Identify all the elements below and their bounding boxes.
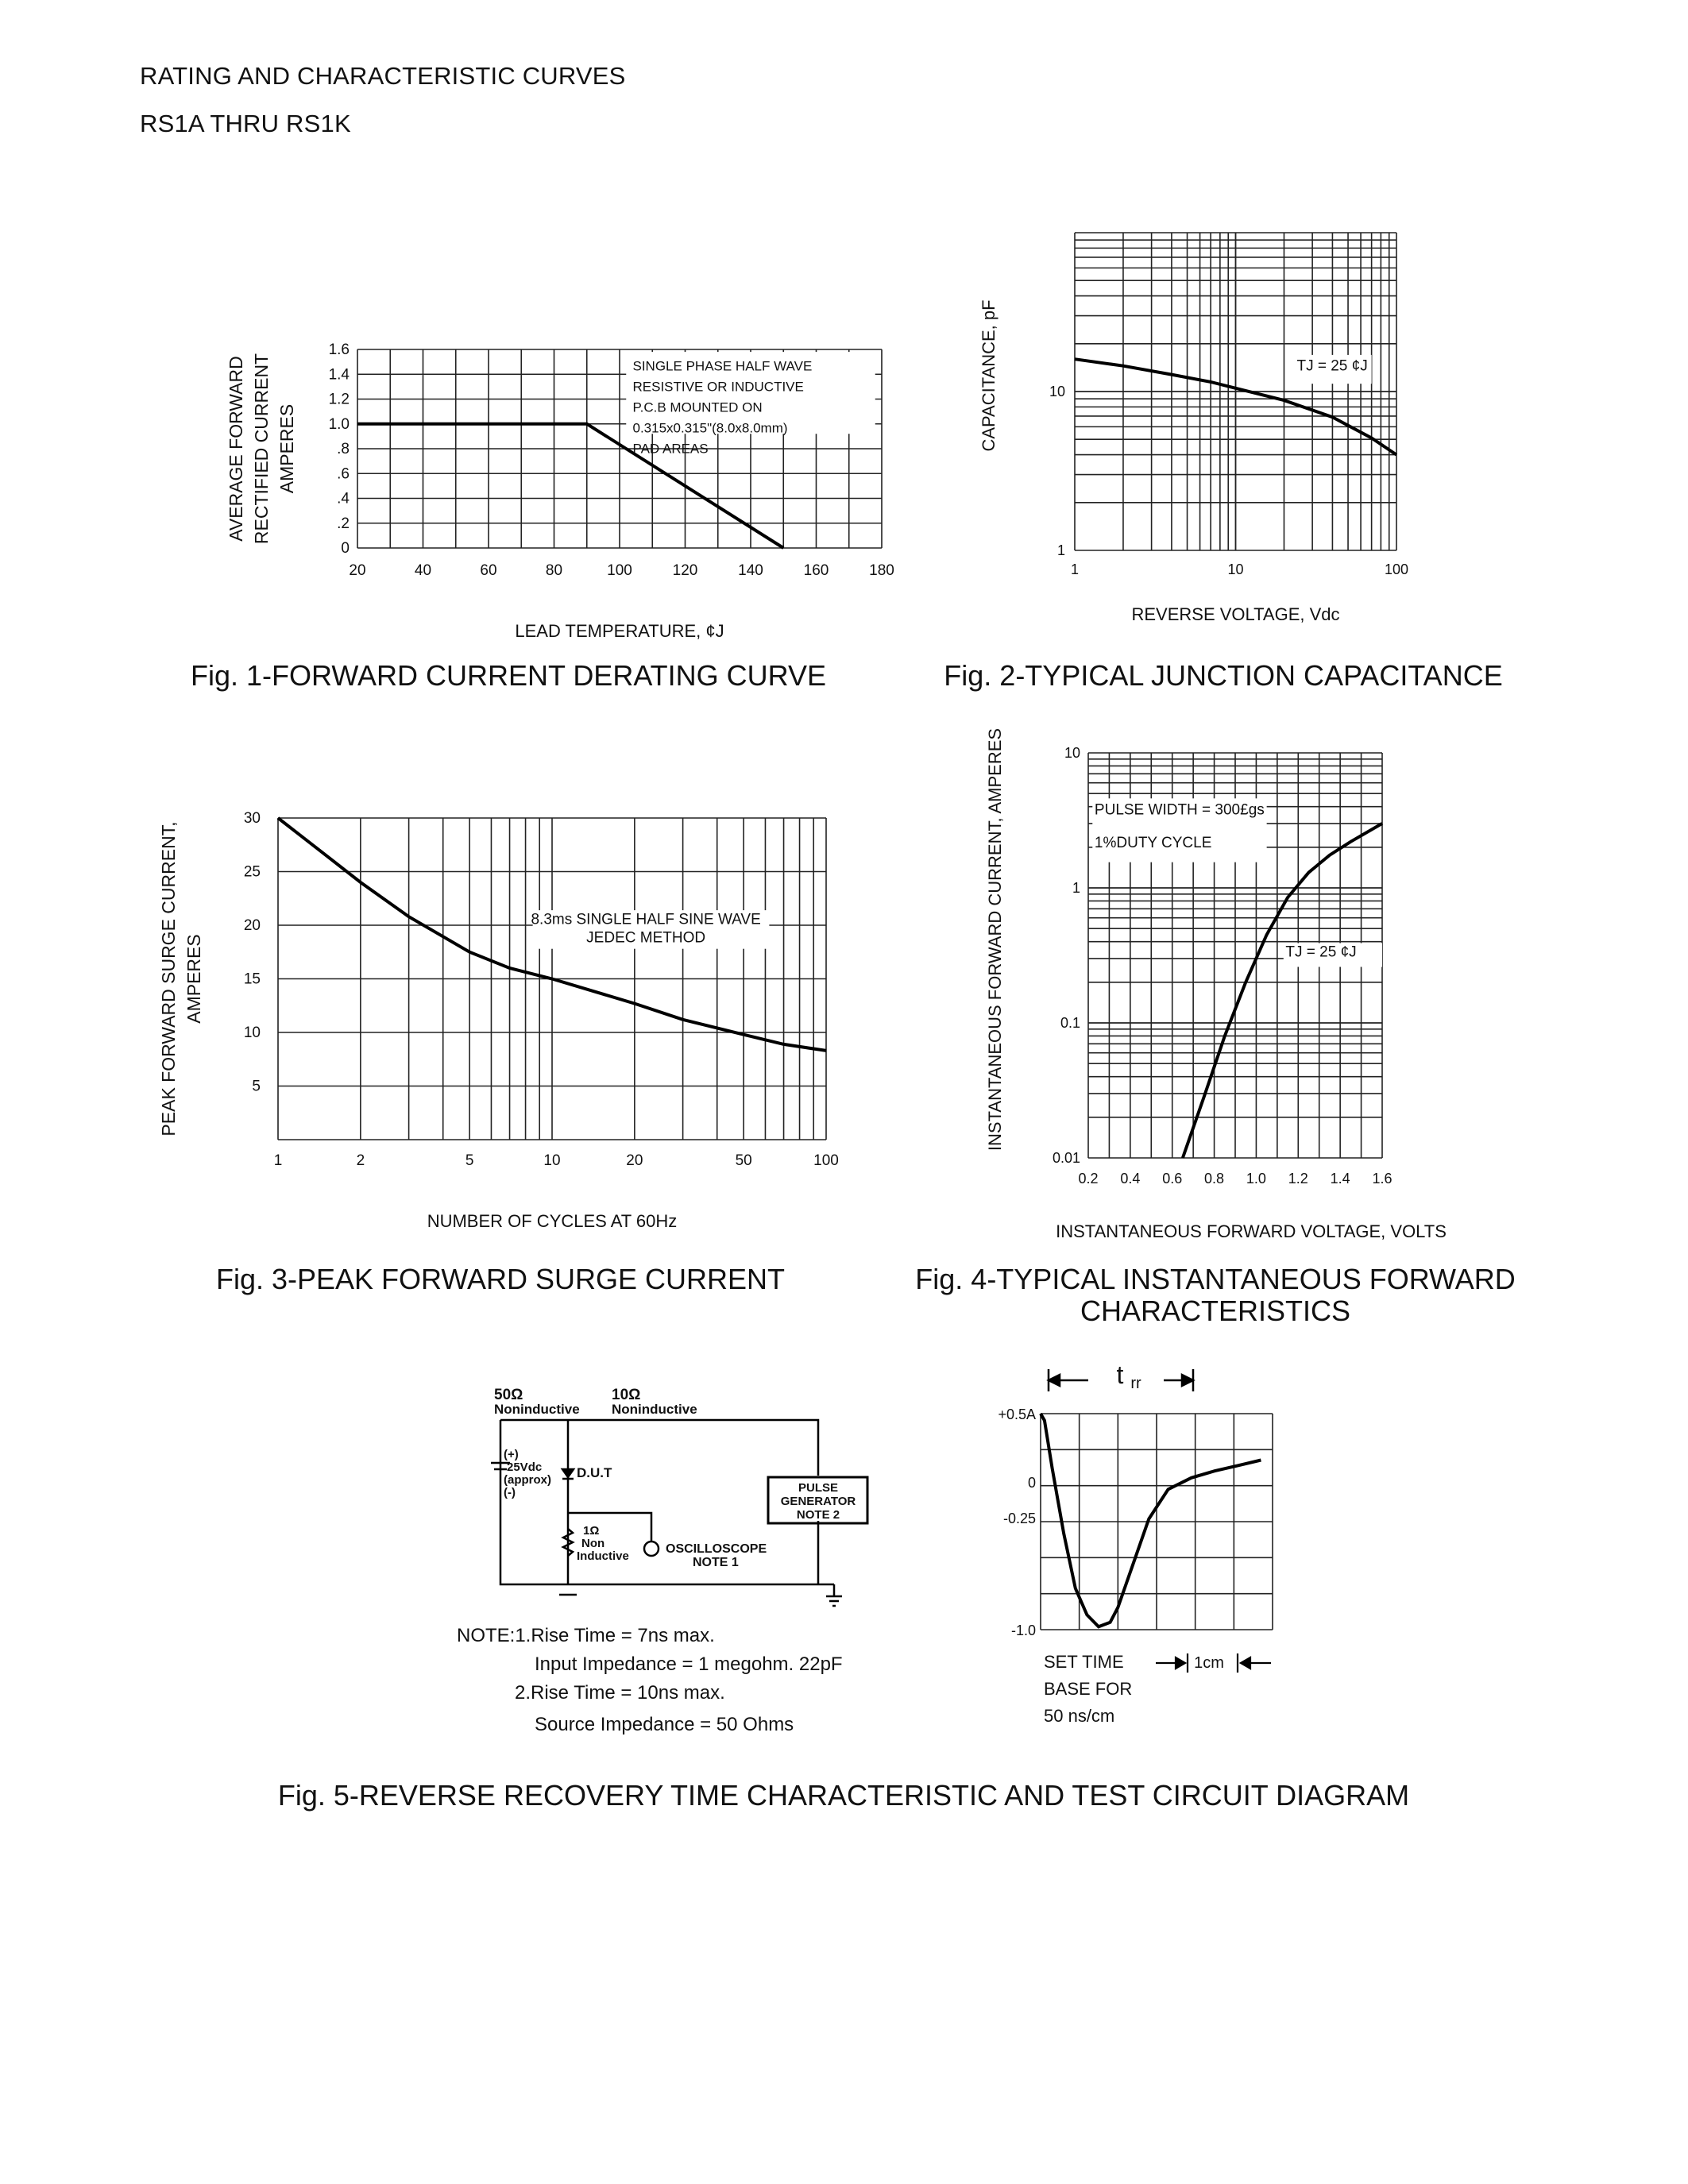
annotation-text: P.C.B MOUNTED ON — [632, 399, 763, 415]
forward-curve — [1183, 824, 1382, 1158]
r1-label-1: 1Ω — [583, 1524, 600, 1538]
x-tick-label: 1 — [1070, 561, 1080, 577]
y-tick-label: 10 — [1049, 384, 1065, 399]
y-tick-label: 25 — [243, 863, 261, 881]
trr-subscript: rr — [1130, 1375, 1141, 1392]
r10-label: 10Ω — [612, 1387, 641, 1403]
annotation-text: TJ = 25 ¢J — [1285, 943, 1357, 961]
recovery-curve — [1041, 1414, 1261, 1626]
r50-label: 50Ω — [494, 1387, 523, 1403]
x-axis-label: REVERSE VOLTAGE, Vdc — [1131, 604, 1340, 624]
note-line-2: Input Impedance = 1 megohm. 22pF — [535, 1653, 843, 1675]
y-tick-label: 20 — [243, 917, 261, 934]
test-circuit-diagram — [485, 1382, 898, 1620]
y-tick-label: 0.1 — [1060, 1015, 1080, 1031]
y-axis-label: PEAK FORWARD SURGE CURRENT, — [158, 821, 179, 1136]
derating-curve — [357, 424, 783, 548]
y-axis-label: CAPACITANCE, pF — [979, 299, 999, 452]
fig2-caption: Fig. 2-TYPICAL JUNCTION CAPACITANCE — [944, 659, 1503, 692]
y-tick-label: 10 — [243, 1024, 261, 1041]
annotation-text: 0.315x0.315"(8.0x8.0mm) — [632, 420, 788, 436]
x-tick-label: 0.6 — [1162, 1171, 1183, 1187]
dut-label: D.U.T — [577, 1465, 612, 1480]
annotation-text: PULSE WIDTH = 300£gs — [1094, 801, 1265, 819]
r10-sub: Noninductive — [612, 1402, 697, 1417]
y-tick-label: 1.2 — [328, 391, 350, 408]
annotation-text: PAD AREAS — [632, 441, 709, 457]
y-tick-label: 1.4 — [328, 366, 350, 384]
x-tick-label: 2 — [356, 1152, 365, 1169]
x-tick-label: 10 — [543, 1152, 561, 1169]
r1-label-3: Inductive — [577, 1549, 629, 1563]
x-tick-label: 0.2 — [1078, 1171, 1099, 1187]
annotation-text: 1%DUTY CYCLE — [1094, 834, 1212, 851]
x-tick-label: 140 — [738, 562, 763, 579]
fig1-caption: Fig. 1-FORWARD CURRENT DERATING CURVE — [190, 659, 827, 692]
fig3-surge-chart — [151, 810, 866, 1239]
pulse-label-1: PULSE — [798, 1481, 839, 1495]
y-tick-label: 30 — [243, 810, 261, 827]
note-line-1: NOTE:1.Rise Time = 7ns max. — [457, 1625, 715, 1646]
scope-label-2: NOTE 1 — [693, 1556, 739, 1569]
x-tick-label: 100 — [813, 1152, 839, 1169]
timebase-label: BASE FOR — [1044, 1679, 1133, 1699]
x-tick-label: 40 — [414, 562, 432, 579]
y-tick-label: 0.01 — [1052, 1150, 1080, 1166]
pulse-label-2: GENERATOR — [780, 1495, 856, 1508]
note-line-3: 2.Rise Time = 10ns max. — [515, 1682, 725, 1704]
x-axis-label: NUMBER OF CYCLES AT 60Hz — [427, 1211, 678, 1231]
y-tick-label: 1.6 — [328, 341, 350, 358]
y-tick-label: +0.5A — [998, 1406, 1036, 1422]
cm-label: 1cm — [1194, 1654, 1224, 1672]
x-tick-label: 10 — [1227, 561, 1244, 577]
x-tick-label: 1.2 — [1288, 1171, 1308, 1187]
annotation-text: TJ = 25 ¢J — [1296, 357, 1368, 375]
page-subtitle: RS1A THRU RS1K — [140, 110, 351, 137]
x-tick-label: 0.8 — [1204, 1171, 1225, 1187]
fig5-recovery-waveform — [985, 1342, 1303, 1726]
y-tick-label: -0.25 — [1002, 1511, 1036, 1526]
page-title: RATING AND CHARACTERISTIC CURVES — [140, 62, 626, 90]
x-axis-label: INSTANTANEOUS FORWARD VOLTAGE, VOLTS — [1056, 1221, 1447, 1241]
pulse-label-3: NOTE 2 — [796, 1508, 840, 1522]
y-tick-label: 10 — [1064, 745, 1080, 761]
source-label-4: (-) — [504, 1486, 516, 1499]
annotation-text: JEDEC METHOD — [586, 929, 706, 947]
fig4-caption-line1: Fig. 4-TYPICAL INSTANTANEOUS FORWARD — [915, 1263, 1516, 1295]
y-tick-label: 1.0 — [328, 415, 350, 433]
timebase-label: SET TIME — [1044, 1652, 1124, 1672]
fig4-forward-chart — [969, 715, 1462, 1255]
y-axis-label: AVERAGE FORWARD — [226, 356, 246, 542]
y-tick-label: .8 — [337, 441, 350, 457]
x-tick-label: 120 — [672, 562, 698, 579]
y-tick-label: 1 — [1072, 880, 1080, 896]
fig1-derating-chart — [214, 334, 914, 641]
y-tick-label: .6 — [337, 465, 350, 483]
y-tick-label: 0 — [341, 540, 350, 557]
x-tick-label: 180 — [869, 562, 894, 579]
x-tick-label: 0.4 — [1120, 1171, 1141, 1187]
trr-label: t — [1116, 1360, 1124, 1389]
x-tick-label: 100 — [1384, 561, 1409, 577]
scope-label-1: OSCILLOSCOPE — [666, 1542, 767, 1556]
y-axis-label: INSTANTANEOUS FORWARD CURRENT, AMPERES — [985, 727, 1005, 1152]
x-tick-label: 1.6 — [1372, 1171, 1393, 1187]
source-label-2: 25Vdc — [507, 1461, 543, 1474]
x-tick-label: 1.0 — [1246, 1171, 1266, 1187]
fig2-capacitance-chart — [969, 226, 1414, 639]
y-tick-label: 5 — [252, 1078, 261, 1095]
y-axis-label: RECTIFIED CURRENT — [251, 353, 272, 545]
y-axis-label: AMPERES — [183, 934, 204, 1024]
y-tick-label: .4 — [337, 490, 350, 507]
y-axis-label: AMPERES — [276, 403, 297, 494]
x-tick-label: 60 — [480, 562, 497, 579]
y-tick-label: .2 — [337, 515, 350, 532]
source-label-1: (+) — [504, 1448, 519, 1461]
x-tick-label: 20 — [626, 1152, 643, 1169]
x-tick-label: 160 — [803, 562, 829, 579]
annotation-text: 8.3ms SINGLE HALF SINE WAVE — [531, 911, 761, 928]
fig4-caption-line2: CHARACTERISTICS — [1080, 1295, 1351, 1327]
x-tick-label: 5 — [465, 1152, 474, 1169]
x-tick-label: 50 — [735, 1152, 752, 1169]
y-tick-label: 0 — [1027, 1475, 1036, 1491]
annotation-text: RESISTIVE OR INDUCTIVE — [632, 379, 804, 395]
x-tick-label: 1.4 — [1330, 1171, 1350, 1187]
x-tick-label: 80 — [545, 562, 563, 579]
fig3-caption: Fig. 3-PEAK FORWARD SURGE CURRENT — [215, 1263, 786, 1295]
fig5-caption: Fig. 5-REVERSE RECOVERY TIME CHARACTERISTIC AND TEST CIRCUIT DIAGRAM — [277, 1779, 1410, 1812]
source-label-3: (approx) — [504, 1473, 551, 1487]
x-tick-label: 1 — [273, 1152, 283, 1169]
x-tick-label: 20 — [349, 562, 366, 579]
annotation-text: SINGLE PHASE HALF WAVE — [632, 358, 813, 374]
r1-label-2: Non — [581, 1537, 605, 1550]
r50-sub: Noninductive — [494, 1402, 580, 1417]
x-axis-label: LEAD TEMPERATURE, ¢J — [515, 621, 724, 641]
y-tick-label: -1.0 — [1010, 1623, 1036, 1638]
x-tick-label: 100 — [607, 562, 632, 579]
y-tick-label: 15 — [243, 970, 261, 988]
timebase-label: 50 ns/cm — [1044, 1706, 1115, 1726]
y-tick-label: 1 — [1056, 542, 1065, 558]
note-line-4: Source Impedance = 50 Ohms — [535, 1714, 794, 1735]
